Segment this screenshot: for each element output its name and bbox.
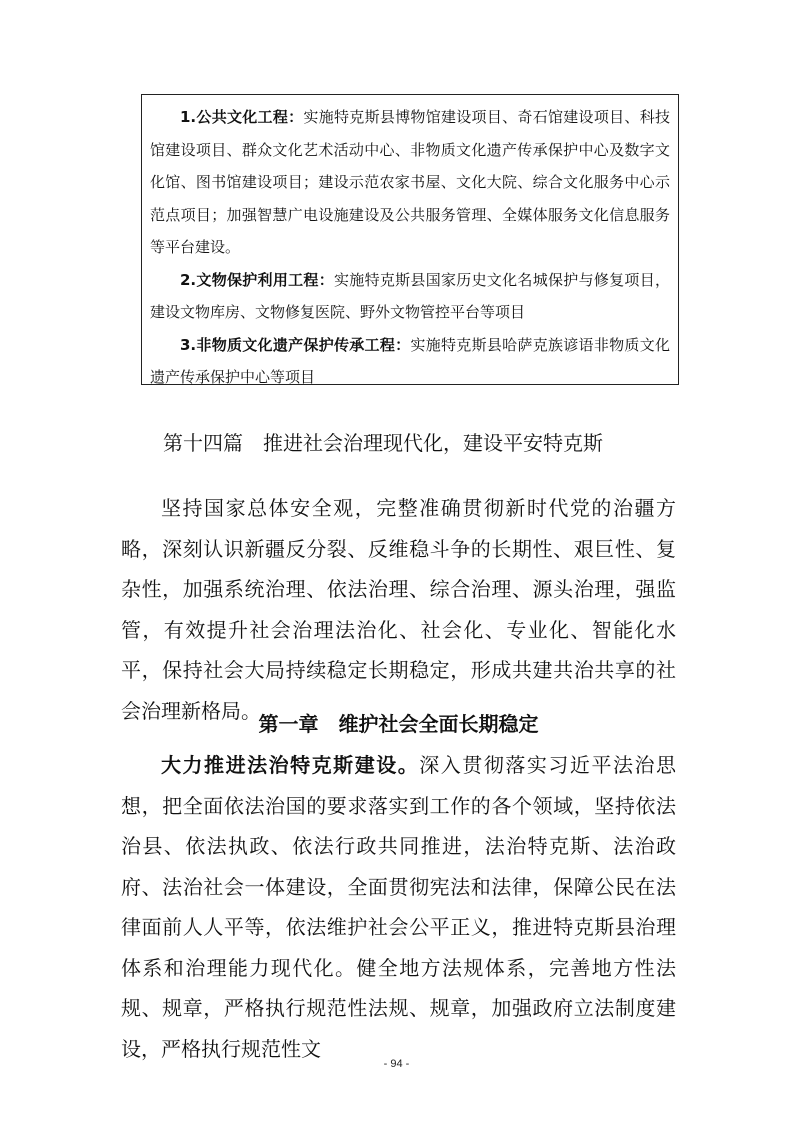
project-box bbox=[141, 94, 679, 385]
project-item-text: 实施特克斯县哈萨克族谚语非物质文化遗产传承保护中心等项目 bbox=[150, 335, 670, 386]
chapter-heading bbox=[121, 708, 676, 740]
part-heading bbox=[163, 427, 683, 459]
project-item-text: 实施特克斯县国家历史文化名城保护与修复项目，建设文物库房、文物修复医院、野外文物管控平台等项目 bbox=[150, 270, 670, 321]
chapter-title: 维护社会全面长期稳定 bbox=[338, 712, 539, 736]
section-lead: 大力推进法治特克斯建设。 bbox=[161, 753, 420, 777]
page-number: - 94 - bbox=[383, 1058, 410, 1070]
part-number: 第十四篇 bbox=[163, 431, 243, 455]
section-paragraph bbox=[121, 745, 676, 1069]
project-item-label: 1.公共文化工程： bbox=[180, 108, 304, 126]
project-item-label: 3.非物质文化遗产保护传承工程： bbox=[180, 335, 411, 354]
section-text: 深入贯彻落实习近平法治思想，把全面依法治国的要求落实到工作的各个领域，坚持依法治县、依法执政、依法行政共同推进，法治特克斯、法治政府、法治社会一体建设，全面贯彻宪法和法律，保障公民在法律面前人人平等，依法维护社会公平正义，推进特克斯县治理体系和治理能力现代化。健全地方法规体系，完善地方性法规、规章，严格执行规范性法规、规章，加强政府立法制度建设，严格执行规范性文 bbox=[121, 753, 677, 1061]
part-intro-paragraph: 坚持国家总体安全观，完整准确贯彻新时代党的治疆方略，深刻认识新疆反分裂、反维稳斗争的长期性、艰巨性、复杂性，加强系统治理、依法治理、综合治理、源头治理，强监管，有效提升社会治理法治化、社会化、专业化、智能化水平，保持社会大局持续稳定长期稳定，形成共建共治共享的社会治理新格局。 bbox=[121, 496, 676, 723]
project-item bbox=[150, 264, 670, 329]
project-item bbox=[150, 329, 670, 394]
chapter-number: 第一章 bbox=[258, 712, 319, 736]
part-title: 推进社会治理现代化，建设平安特克斯 bbox=[263, 431, 603, 455]
project-item-label: 2.文物保护利用工程： bbox=[180, 270, 334, 289]
project-item bbox=[150, 101, 670, 264]
project-item-text: 实施特克斯县博物馆建设项目、奇石馆建设项目、科技馆建设项目、群众文化艺术活动中心、非物质文化遗产传承保护中心及数字文化馆、图书馆建设项目；建设示范农家书屋、文化大院、综合文化服务中心示范点项目；加强智慧广电设施建设及公共服务管理、全媒体服务文化信息服务等平台建设。 bbox=[150, 108, 670, 256]
